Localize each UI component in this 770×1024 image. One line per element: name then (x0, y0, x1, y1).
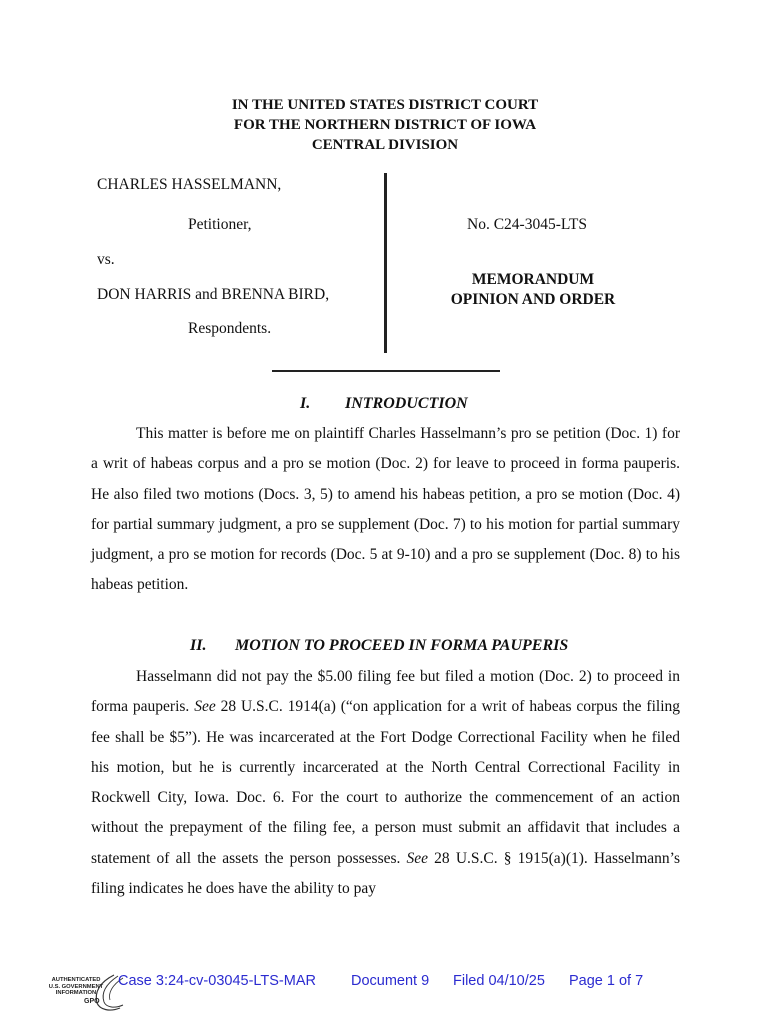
document-title-line1: MEMORANDUM (471, 271, 595, 288)
caption-divider (384, 173, 387, 353)
document-title-line2: OPINION AND ORDER (450, 291, 616, 308)
respondent-role: Respondents. (188, 320, 272, 337)
text-segment: Hasselmann did not pay the $5.00 filing fee but filed a motion (Doc. 2) to proceed in forma pauperis. (91, 668, 680, 716)
text-segment: 28 U.S.C. § 1915(a)(1). Hasselmann’s filing indicates he does have the ability to pay (91, 849, 680, 898)
text-segment: 28 U.S.C. 1914(a) (“on application for a writ of habeas corpus the filing fee shall be $5”). He was incarcerated at the Fort Dodge Correctional Facility when he filed his motion, but he is currently incarcerated at the North Central Correctional Facility in Rockwell City, Iowa. Doc. 6. For the court to authorize the commencement of an action without the prepayment of the filing fee, a person must submit an affidavit that includes a statement of all the assets the person possesses. (91, 698, 680, 867)
section-1-body (91, 419, 680, 601)
citation-signal: See (406, 849, 429, 867)
seal-line: AUTHENTICATED (51, 977, 101, 983)
petitioner-role: Petitioner, (188, 216, 252, 233)
seal-line: U.S. GOVERNMENT (48, 983, 104, 990)
versus: vs. (97, 251, 115, 268)
case-number: No. C24-3045-LTS (467, 216, 587, 233)
footer-page: Page 1 of 7 (569, 973, 644, 989)
footer-document: Document 9 (351, 973, 430, 989)
paragraph (91, 662, 680, 904)
seal-line: INFORMATION (55, 990, 97, 996)
section-1-number: I. (300, 395, 311, 412)
court-name: IN THE UNITED STATES DISTRICT COURT (231, 97, 539, 113)
footer-case-number: Case 3:24-cv-03045-LTS-MAR (118, 973, 316, 989)
section-1-title: INTRODUCTION (345, 395, 468, 412)
citation-signal: See (194, 698, 216, 716)
petitioner-name: CHARLES HASSELMANN, (97, 176, 282, 193)
court-district: FOR THE NORTHERN DISTRICT OF IOWA (233, 117, 537, 133)
seal-gpo: GPO (84, 998, 100, 1005)
court-division: CENTRAL DIVISION (311, 137, 459, 153)
section-2-title: MOTION TO PROCEED IN FORMA PAUPERIS (235, 637, 569, 654)
paragraph: This matter is before me on plaintiff Charles Hasselmann’s pro se petition (Doc. 1) for a writ of habeas corpus and a pro se motion (Doc. 2) for leave to proceed in forma pauperis. He also filed two motions (Docs. 3, 5) to amend his habeas petition, a pro se motion (Doc. 4) for partial summary judgment, a pro se supplement (Doc. 7) to his motion for partial summary judgment, a pro se motion for records (Doc. 5 at 9-10) and a pro se supplement (Doc. 8) to his habeas petition. (91, 425, 680, 594)
footer-filed-date: Filed 04/10/25 (453, 973, 545, 989)
respondent-names: DON HARRIS and BRENNA BIRD, (97, 286, 330, 303)
caption-rule (272, 370, 500, 372)
section-2-body (91, 662, 680, 904)
section-2-number: II. (190, 637, 207, 654)
